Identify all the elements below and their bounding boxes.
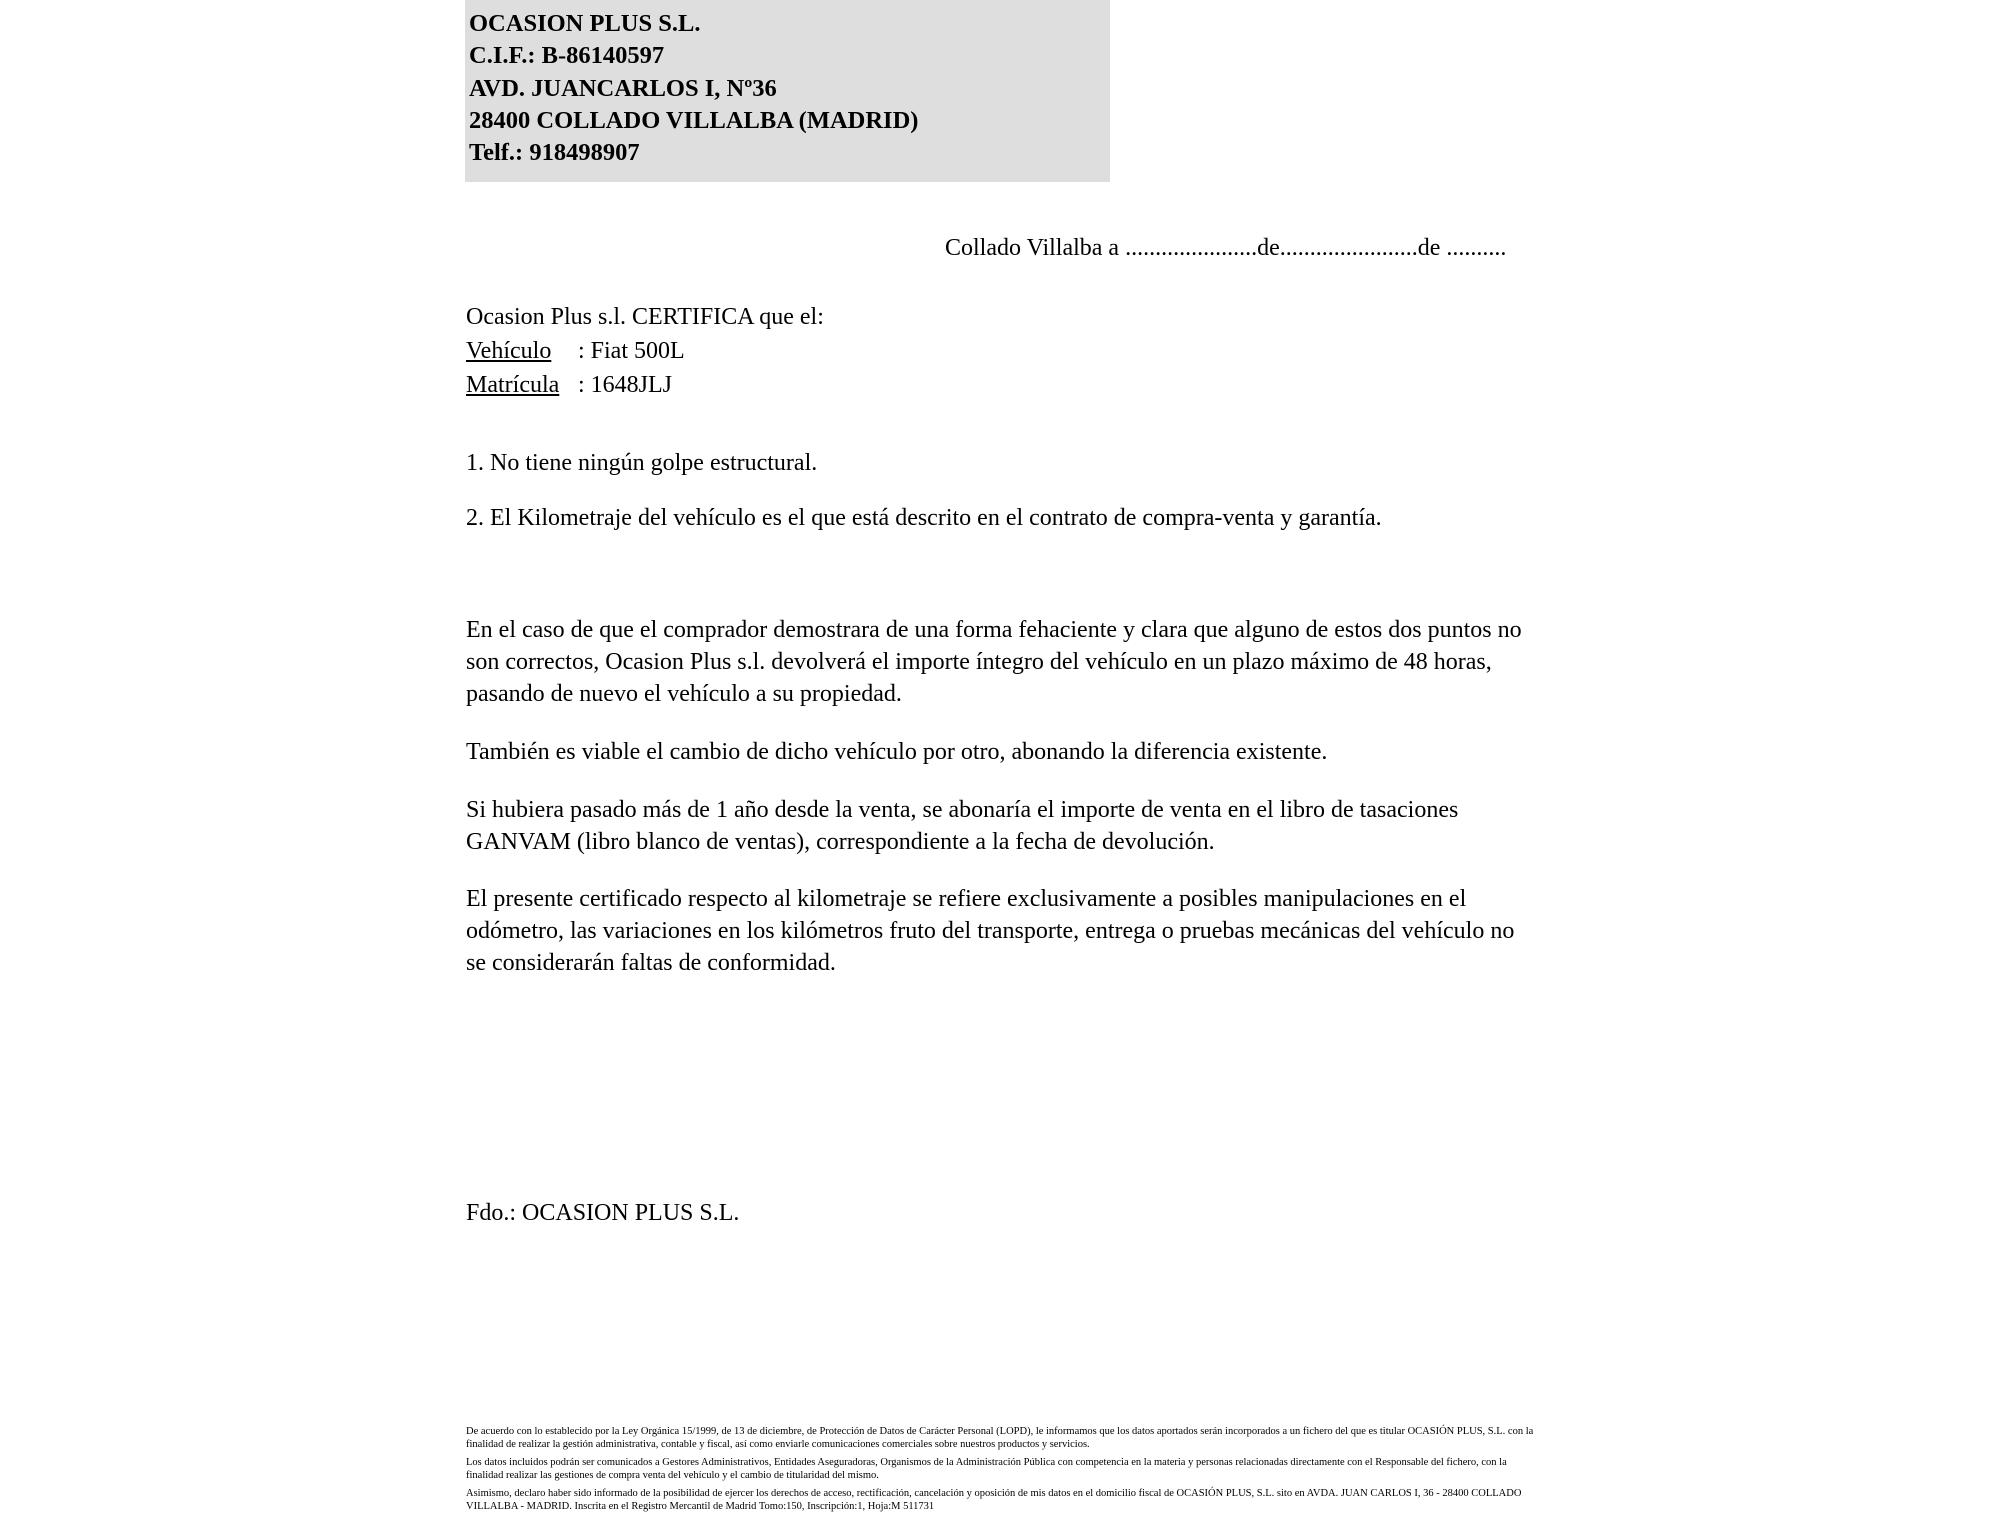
vehicle-label: Vehículo (466, 338, 552, 365)
company-cif: C.I.F.: B-86140597 (469, 42, 665, 70)
plate-label: Matrícula (466, 372, 560, 399)
certification-header (466, 300, 824, 402)
plate-value: : 1648JLJ (578, 372, 673, 399)
company-phone: Telf.: 918498907 (469, 139, 640, 167)
company-address: AVD. JUANCARLOS I, Nº36 (469, 74, 777, 102)
company-name: OCASION PLUS S.L. (469, 10, 701, 37)
letterhead-block (465, 0, 1110, 182)
certification-intro: Ocasion Plus s.l. CERTIFICA que el: (466, 304, 824, 330)
legal-paragraph-1: De acuerdo con lo establecido por la Ley Orgánica 15/1999, de 13 de diciembre, de Protección de Datos de Carácter Personal (LOPD), le informamos que los datos aportados serán incorporados a un fichero del que es titular OCASIÓN PLUS, S.L. con la finalidad de realizar la gestión administrativa, contable y fiscal, así como enviarle comunicaciones comerciales sobre nuestros productos y servicios. (466, 1426, 1534, 1451)
point-1: 1. No tiene ningún golpe estructural. (466, 450, 818, 476)
legal-paragraph-3: Asimismo, declaro haber sido informado de la posibilidad de ejercer los derechos de acceso, rectificación, cancelación y oposición de mis datos en el domicilio fiscal de OCASIÓN PLUS, S.L. sito en AVDA. JUAN CARLOS I, 36 - 28400 COLLADO VILLALBA - MADRID. Inscrita en el Registro Mercantil de Madrid Tomo:150, Inscripción:1, Hoja:M 511731 (466, 1487, 1522, 1513)
paragraph-odometer-scope: El presente certificado respecto al kilometraje se refiere exclusivamente a posibles manipulaciones en el odómetro, las variaciones en los kilómetros fruto del transporte, entrega o pruebas mecánicas del vehículo no se considerarán faltas de conformidad. (466, 886, 1515, 977)
company-city: 28400 COLLADO VILLALBA (MADRID) (469, 106, 919, 134)
certified-points (466, 450, 1382, 560)
signature-line: Fdo.: OCASION PLUS S.L. (466, 1200, 740, 1226)
paragraph-one-year-clause: Si hubiera pasado más de 1 año desde la venta, se abonaría el importe de venta en el libro de tasaciones GANVAM (libro blanco de ventas), correspondiente a la fecha de devolución. (466, 796, 1459, 855)
legal-paragraph-2: Los datos incluidos podrán ser comunicados a Gestores Administrativos, Entidades Aseguradoras, Organismos de la Administración Pública con competencia en la materia y personas relacionadas directamente con el Responsable del fichero, con la finalidad realizar las gestiones de compra venta del vehículo y el cambio de titularidad del mismo. (466, 1456, 1507, 1482)
point-2: 2. El Kilometraje del vehículo es el que está descrito en el contrato de compra-venta y garantía. (466, 505, 1382, 531)
paragraph-refund-terms: En el caso de que el comprador demostrara de una forma fehaciente y clara que alguno de estos dos puntos no son correctos, Ocasion Plus s.l. devolverá el importe íntegro del vehículo en un plazo máximo de 48 horas, pasando de nuevo el vehículo a su propiedad. (466, 617, 1522, 707)
place-and-date-line: Collado Villalba a ......................de.......................de .......... (945, 235, 1507, 261)
plate-row (466, 368, 824, 402)
vehicle-row (466, 334, 824, 368)
body-paragraphs (466, 615, 1526, 1006)
vehicle-value: : Fiat 500L (578, 338, 685, 365)
legal-footer (466, 1425, 1541, 1518)
paragraph-exchange-option: También es viable el cambio de dicho vehículo por otro, abonando la diferencia existente. (466, 738, 1328, 765)
